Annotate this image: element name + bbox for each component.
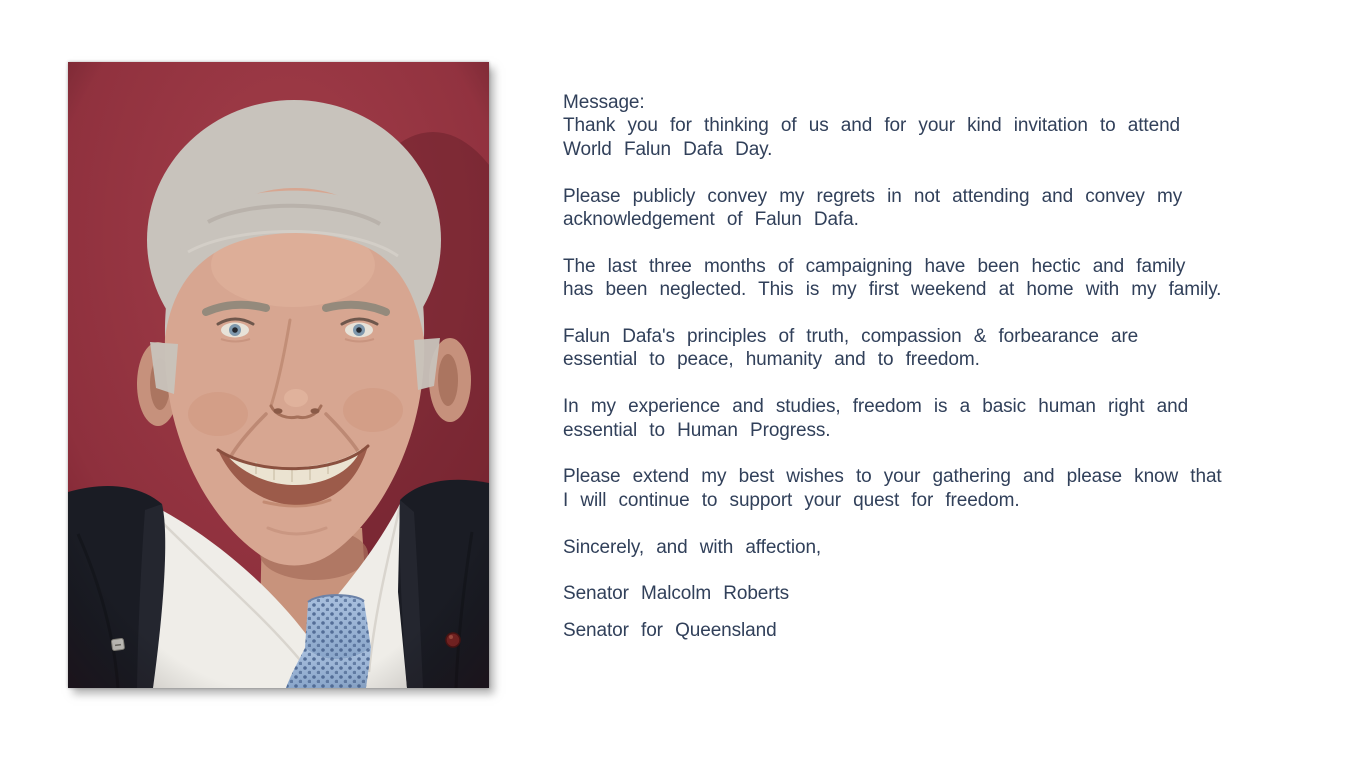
signature-name: Senator Malcolm Roberts — [563, 583, 790, 605]
message-paragraph: Message: Thank you for thinking of us and for your kind invitation to attend World Falun Dafa Day. — [563, 92, 1181, 160]
senator-portrait-photo — [68, 62, 489, 688]
message-body — [563, 91, 1303, 642]
message-paragraph: Please publicly convey my regrets in not attending and convey my acknowledgement of Falun Dafa. — [563, 185, 1183, 231]
message-paragraph: Falun Dafa's principles of truth, compassion & forbearance are essential to peace, humanity and to freedom. — [563, 326, 1139, 371]
photo-vignette — [68, 62, 489, 688]
message-paragraph: The last three months of campaigning have been hectic and family has been neglected. This is my first weekend at home with my family. — [563, 255, 1222, 301]
message-paragraphs — [563, 91, 1303, 559]
message-paragraph: Sincerely, and with affection, — [563, 536, 822, 558]
message-paragraph: Please extend my best wishes to your gathering and please know that I will continue to support your quest for freedom. — [563, 466, 1222, 511]
message-paragraph: In my experience and studies, freedom is a basic human right and essential to Human Progress. — [563, 396, 1189, 441]
signature-title: Senator for Queensland — [563, 619, 777, 641]
portrait-svg — [68, 62, 489, 688]
